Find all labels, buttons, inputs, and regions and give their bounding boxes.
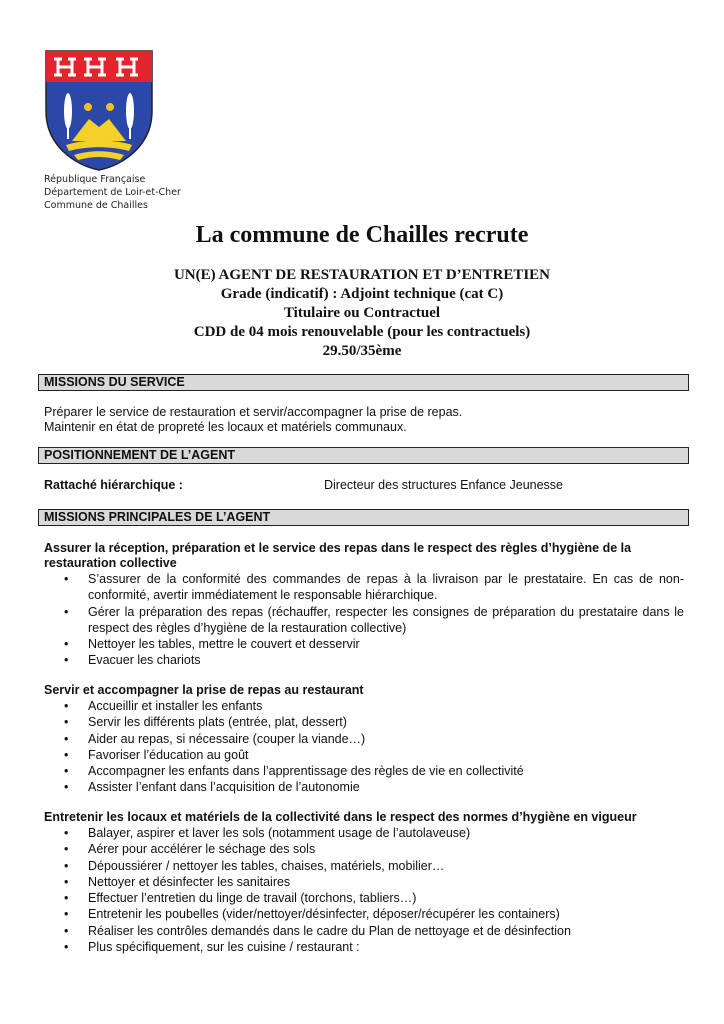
- list-item: • Nettoyer les tables, mettre le couvert et desservir: [44, 636, 684, 652]
- list-item: • Aérer pour accélérer le séchage des sols: [44, 841, 684, 857]
- position-value: Directeur des structures Enfance Jeunesse: [324, 478, 564, 492]
- list-item: • Réaliser les contrôles demandés dans le cadre du Plan de nettoyage et de désinfection: [44, 923, 684, 939]
- position-label: Rattaché hiérarchique :: [44, 478, 183, 492]
- list-item: • Entretenir les poubelles (vider/nettoyer/désinfecter, déposer/récupérer les containers): [44, 906, 684, 922]
- block2-title: Servir et accompagner la prise de repas au restaurant: [44, 683, 364, 697]
- missions-service-line-2: Maintenir en état de propreté les locaux et matériels communaux.: [44, 420, 407, 434]
- list-item: • Nettoyer et désinfecter les sanitaires: [44, 874, 684, 890]
- list-item: • Assister l’enfant dans l’acquisition de l’autonomie: [44, 779, 684, 795]
- list-item: • Balayer, aspirer et laver les sols (notamment usage de l’autolaveuse): [44, 825, 684, 841]
- block1-title: Assurer la réception, préparation et le service des repas dans le respect des règles d’hygiène de la restauration collective: [44, 541, 632, 570]
- job-grade: Grade (indicatif) : Adjoint technique (cat C): [220, 286, 504, 302]
- list-item: • Accompagner les enfants dans l’apprentissage des règles de vie en collectivité: [44, 763, 684, 779]
- issuer-commune: Commune de Chailles: [44, 200, 148, 211]
- issuer-republic: République Française: [44, 174, 146, 185]
- list-item: • Gérer la préparation des repas (réchauffer, respecter les consignes de préparation du prestataire dans le respect des règles d’hygiène de la restauration collective): [44, 604, 684, 637]
- job-contract: CDD de 04 mois renouvelable (pour les contractuels): [193, 324, 531, 340]
- list-item: • Favoriser l’éducation au goût: [44, 747, 684, 763]
- page-title: La commune de Chailles recrute: [195, 222, 529, 248]
- job-status: Titulaire ou Contractuel: [283, 305, 441, 321]
- section-header-missions-principales: MISSIONS PRINCIPALES DE L’AGENT: [38, 509, 689, 526]
- job-title: UN(E) AGENT DE RESTAURATION ET D’ENTRETIEN: [173, 267, 551, 283]
- list-item: • Aider au repas, si nécessaire (couper la viande…): [44, 731, 684, 747]
- list-item: • S’assurer de la conformité des commandes de repas à la livraison par le prestataire. En cas de non-conformité, avertir immédiatement le responsable hiérarchique.: [44, 571, 684, 604]
- block2-list: [44, 698, 684, 796]
- block3-list: [44, 825, 684, 955]
- list-item: • Accueillir et installer les enfants: [44, 698, 684, 714]
- block3-title: Entretenir les locaux et matériels de la collectivité dans le respect des normes d’hygiène en vigueur: [44, 810, 637, 824]
- list-item: • Servir les différents plats (entrée, plat, dessert): [44, 714, 684, 730]
- job-subtitle: [0, 266, 724, 361]
- section-header-missions-service: MISSIONS DU SERVICE: [38, 374, 689, 391]
- list-item: • Plus spécifiquement, sur les cuisine / restaurant :: [44, 939, 684, 955]
- list-item: • Dépoussiérer / nettoyer les tables, chaises, matériels, mobilier…: [44, 858, 684, 874]
- issuer-department: Département de Loir-et-Cher: [44, 187, 181, 198]
- list-item: • Effectuer l’entretien du linge de travail (torchons, tabliers…): [44, 890, 684, 906]
- missions-service-line-1: Préparer le service de restauration et servir/accompagner la prise de repas.: [44, 405, 463, 419]
- coat-of-arms-logo: [44, 49, 154, 171]
- issuer-block: [44, 173, 181, 212]
- section-header-positionnement: POSITIONNEMENT DE L’AGENT: [38, 447, 689, 464]
- list-item: • Evacuer les chariots: [44, 652, 684, 668]
- job-hours: 29.50/35ème: [322, 343, 402, 359]
- block1-list: [44, 571, 684, 669]
